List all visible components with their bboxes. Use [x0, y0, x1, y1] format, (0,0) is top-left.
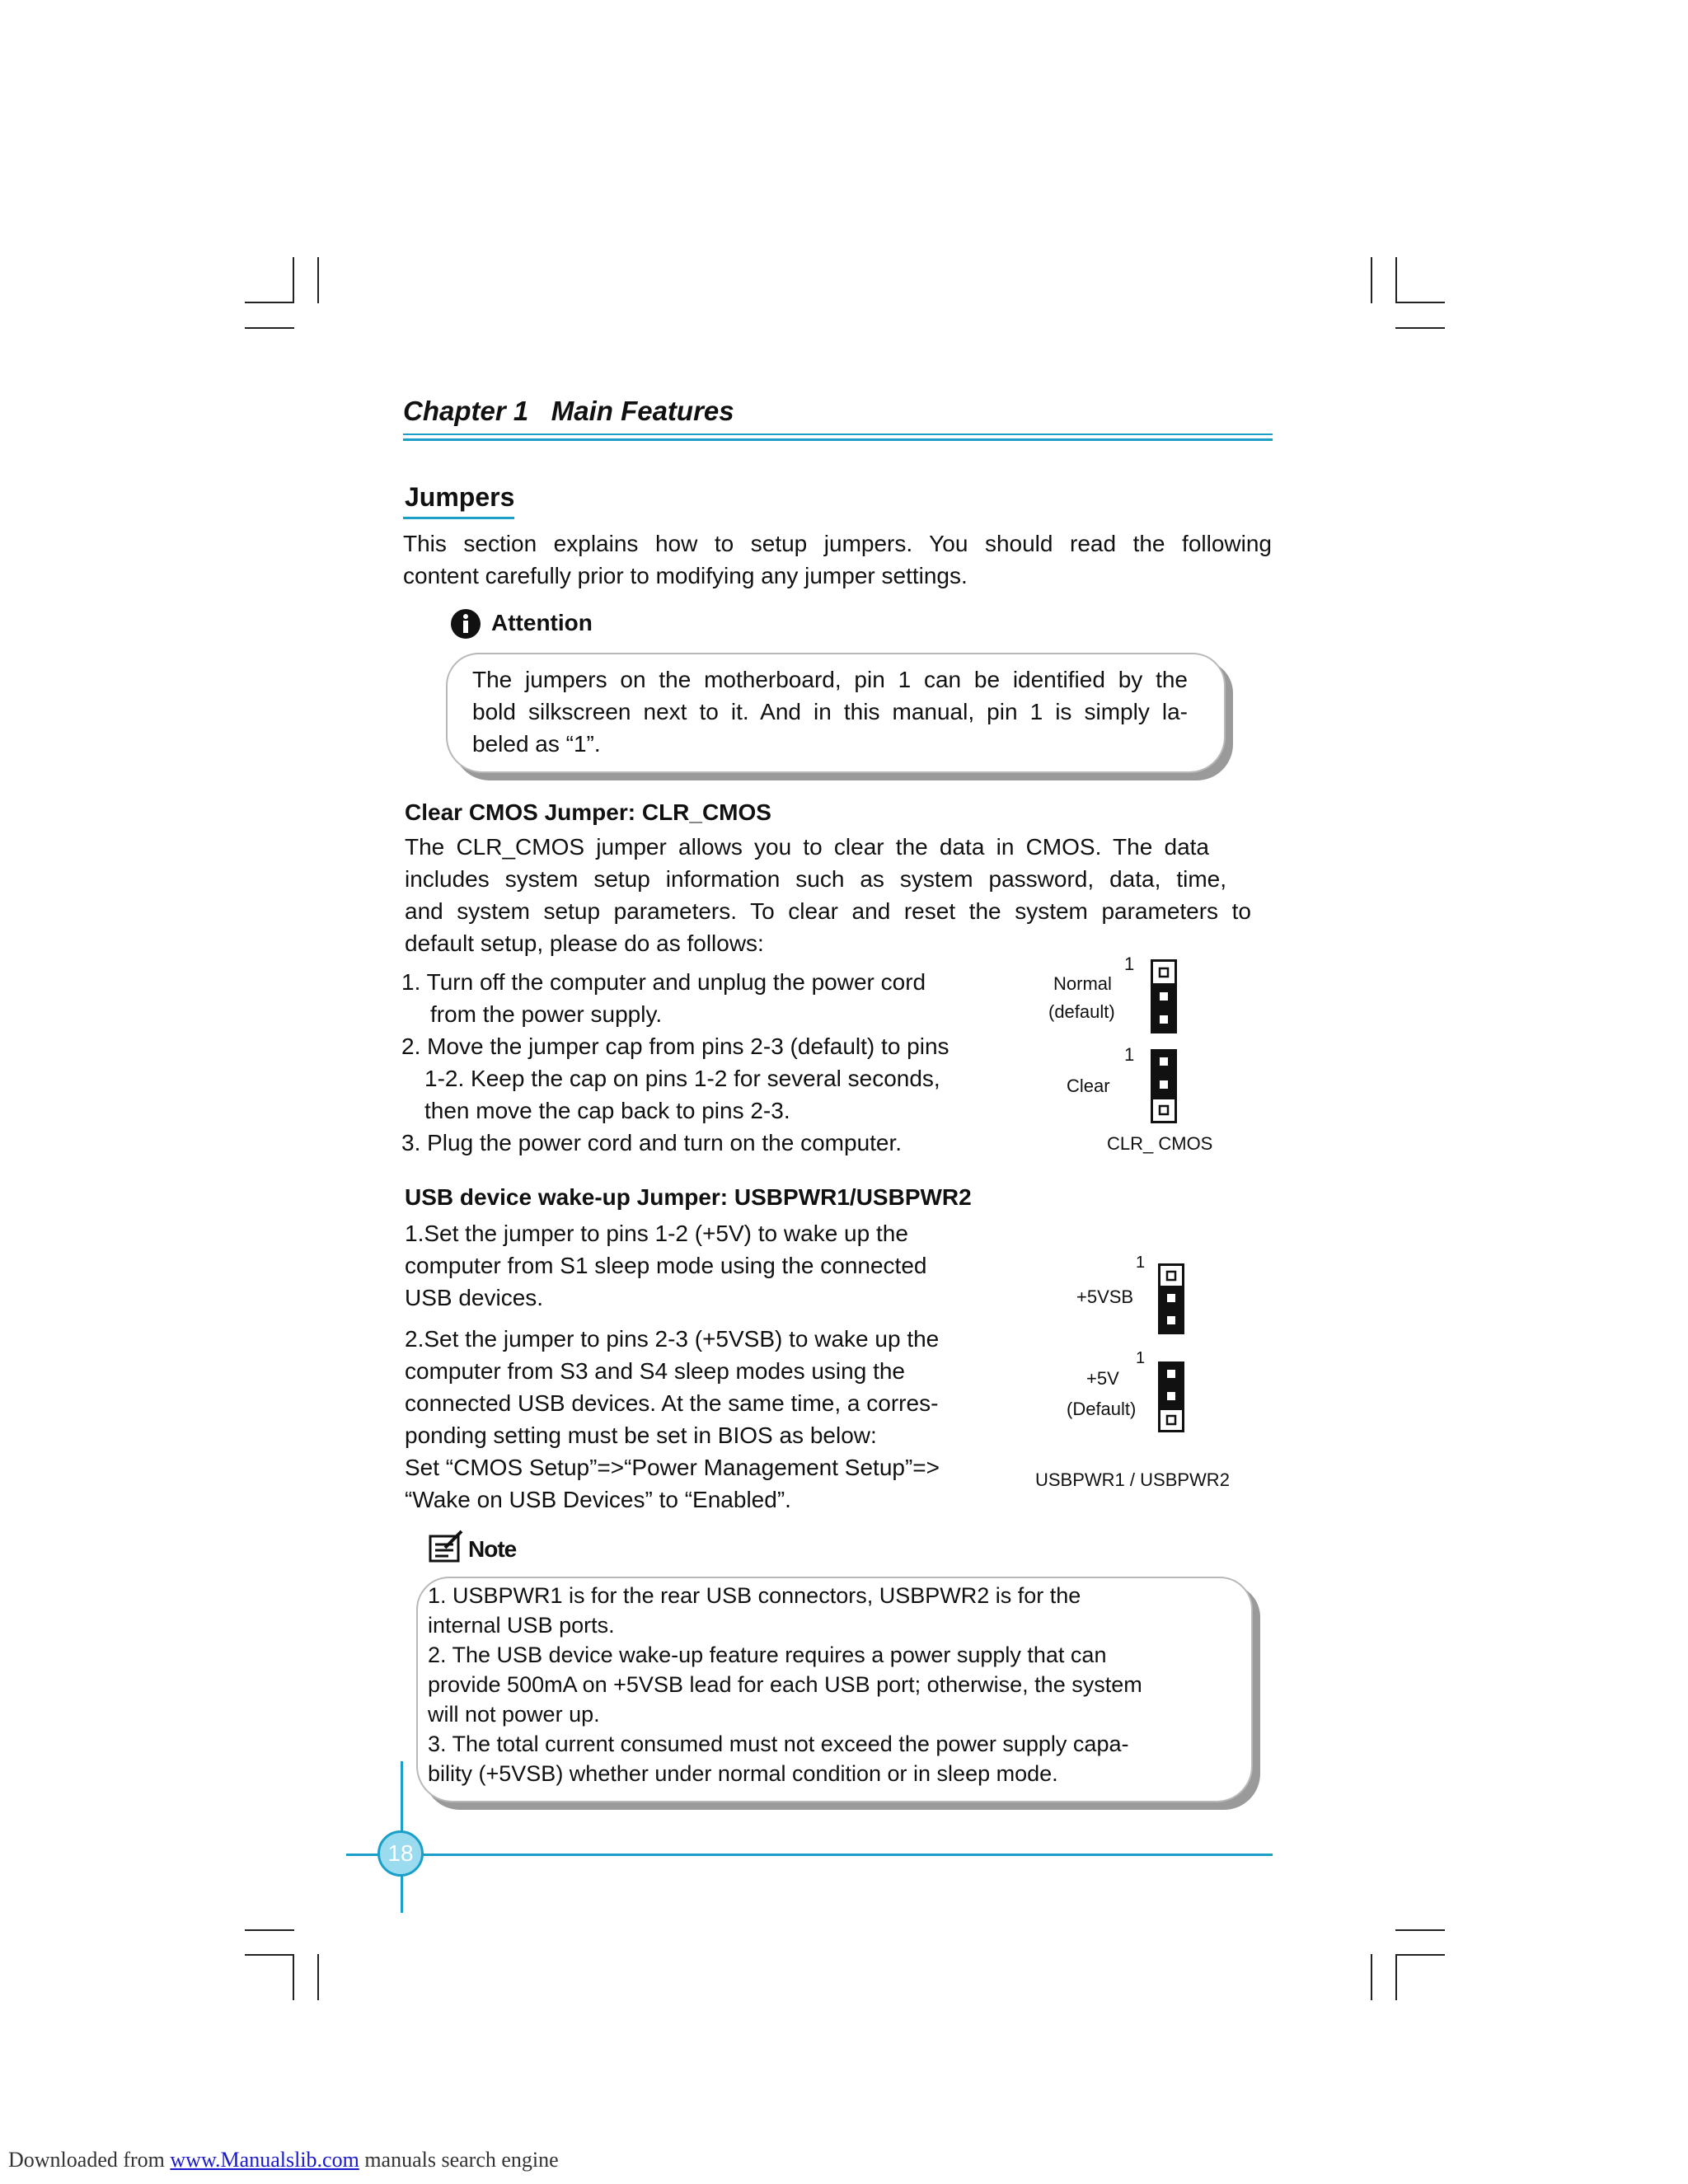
clr-cmos-header-clear	[1151, 1049, 1177, 1123]
section-title-jumpers: Jumpers	[405, 482, 515, 512]
attention-line-2: bold silkscreen next to it. And in this manual, pin 1 is simply la-	[472, 699, 1188, 724]
usb-wake-para2-line2: computer from S3 and S4 sleep modes using the	[405, 1358, 906, 1384]
usb-vsb-pin-one: 1	[1136, 1254, 1146, 1272]
footer-prefix: Downloaded from	[8, 2148, 165, 2172]
clr-clear-label: Clear	[1067, 1076, 1110, 1096]
attention-line-1: The jumpers on the motherboard, pin 1 can be identified by the	[472, 667, 1188, 692]
chapter-heading	[403, 396, 734, 427]
usb-wake-para2-line6: “Wake on USB Devices” to “Enabled”.	[405, 1487, 791, 1512]
header-rule-bottom	[403, 438, 1273, 441]
usb-wake-para2-line5: Set “CMOS Setup”=>“Power Management Setup”=>	[405, 1455, 940, 1480]
clear-cmos-desc-4: default setup, please do as follows:	[405, 930, 764, 956]
usbpwr-header-vsb	[1158, 1263, 1184, 1334]
note-line-2: internal USB ports.	[428, 1613, 615, 1638]
usb-wake-para1-line3: USB devices.	[405, 1285, 544, 1310]
clr-normal-label: Normal	[1053, 973, 1112, 994]
clear-cmos-desc-3: and system setup parameters. To clear and reset the system parameters to	[405, 898, 1251, 924]
usb-wake-para2-line1: 2.Set the jumper to pins 2-3 (+5VSB) to wake up the	[405, 1326, 940, 1352]
usb-wake-para2-line4: ponding setting must be set in BIOS as below:	[405, 1422, 877, 1448]
clr-cmos-header-normal	[1151, 959, 1177, 1033]
section-title-underline	[403, 517, 514, 519]
usb-5v-default-label: (Default)	[1067, 1399, 1137, 1419]
jumpers-intro-line-2: content carefully prior to modifying any jumper settings.	[403, 563, 968, 588]
clear-cmos-desc-1: The CLR_CMOS jumper allows you to clear the data in CMOS. The data	[405, 834, 1209, 860]
jumpers-intro-line-1: This section explains how to setup jumpers. You should read the following	[403, 531, 1272, 556]
note-line-3: 2. The USB device wake-up feature requires a power supply that can	[428, 1643, 1107, 1667]
attention-line-3: beled as “1”.	[472, 731, 601, 757]
clear-cmos-step-1: 1. Turn off the computer and unplug the power cord	[401, 969, 926, 995]
clr-cmos-caption: CLR_ CMOS	[1107, 1133, 1213, 1154]
manualslib-link[interactable]: www.Manualslib.com	[170, 2148, 359, 2172]
footer-suffix: manuals search engine	[364, 2148, 559, 2172]
download-footer	[8, 2148, 559, 2172]
attention-label: Attention	[491, 610, 593, 635]
note-line-4: provide 500mA on +5VSB lead for each USB port; otherwise, the system	[428, 1672, 1142, 1697]
usb-vsb-label: +5VSB	[1076, 1286, 1134, 1307]
note-label: Note	[468, 1536, 517, 1562]
note-line-1: 1. USBPWR1 is for the rear USB connectors, USBPWR2 is for the	[428, 1583, 1081, 1608]
clear-cmos-desc-2: includes system setup information such as system password, data, time,	[405, 866, 1226, 892]
usbpwr-header-5v	[1158, 1361, 1184, 1432]
clear-cmos-step-2: 2. Move the jumper cap from pins 2-3 (default) to pins	[401, 1033, 950, 1059]
note-pad-icon	[429, 1530, 463, 1563]
usb-wake-para1-line1: 1.Set the jumper to pins 1-2 (+5V) to wake up the	[405, 1221, 908, 1246]
clr-normal-default-label: (default)	[1048, 1001, 1115, 1022]
info-icon	[450, 608, 481, 640]
usb-wake-para1-line2: computer from S1 sleep mode using the connected	[405, 1253, 927, 1278]
note-line-7: bility (+5VSB) whether under normal condition or in sleep mode.	[428, 1761, 1058, 1786]
clear-cmos-step-3: 3. Plug the power cord and turn on the computer.	[401, 1130, 903, 1155]
clear-cmos-step-2b: 1-2. Keep the cap on pins 1-2 for several seconds,	[424, 1066, 940, 1091]
usb-wake-title: USB device wake-up Jumper: USBPWR1/USBPWR2	[405, 1184, 972, 1210]
usb-5v-label: +5V	[1086, 1368, 1119, 1389]
clr-clear-pin-one: 1	[1124, 1044, 1135, 1065]
note-line-5: will not power up.	[428, 1702, 600, 1727]
clear-cmos-step-1b: from the power supply.	[430, 1001, 663, 1027]
usbpwr-caption: USBPWR1 / USBPWR2	[1035, 1469, 1230, 1490]
page-number: 18	[387, 1840, 414, 1866]
clear-cmos-title: Clear CMOS Jumper: CLR_CMOS	[405, 799, 771, 825]
clr-normal-pin-one: 1	[1124, 954, 1135, 974]
header-rule-top	[403, 434, 1273, 435]
clear-cmos-step-2c: then move the cap back to pins 2-3.	[424, 1098, 790, 1123]
chapter-title: Main Features	[551, 396, 734, 426]
chapter-number: Chapter 1	[403, 396, 529, 426]
usb-5v-pin-one: 1	[1136, 1349, 1146, 1367]
note-line-6: 3. The total current consumed must not exceed the power supply capa-	[428, 1732, 1129, 1756]
usb-wake-para2-line3: connected USB devices. At the same time, a corres-	[405, 1390, 939, 1416]
footer-rule	[346, 1854, 1273, 1856]
page-number-badge	[377, 1830, 424, 1877]
